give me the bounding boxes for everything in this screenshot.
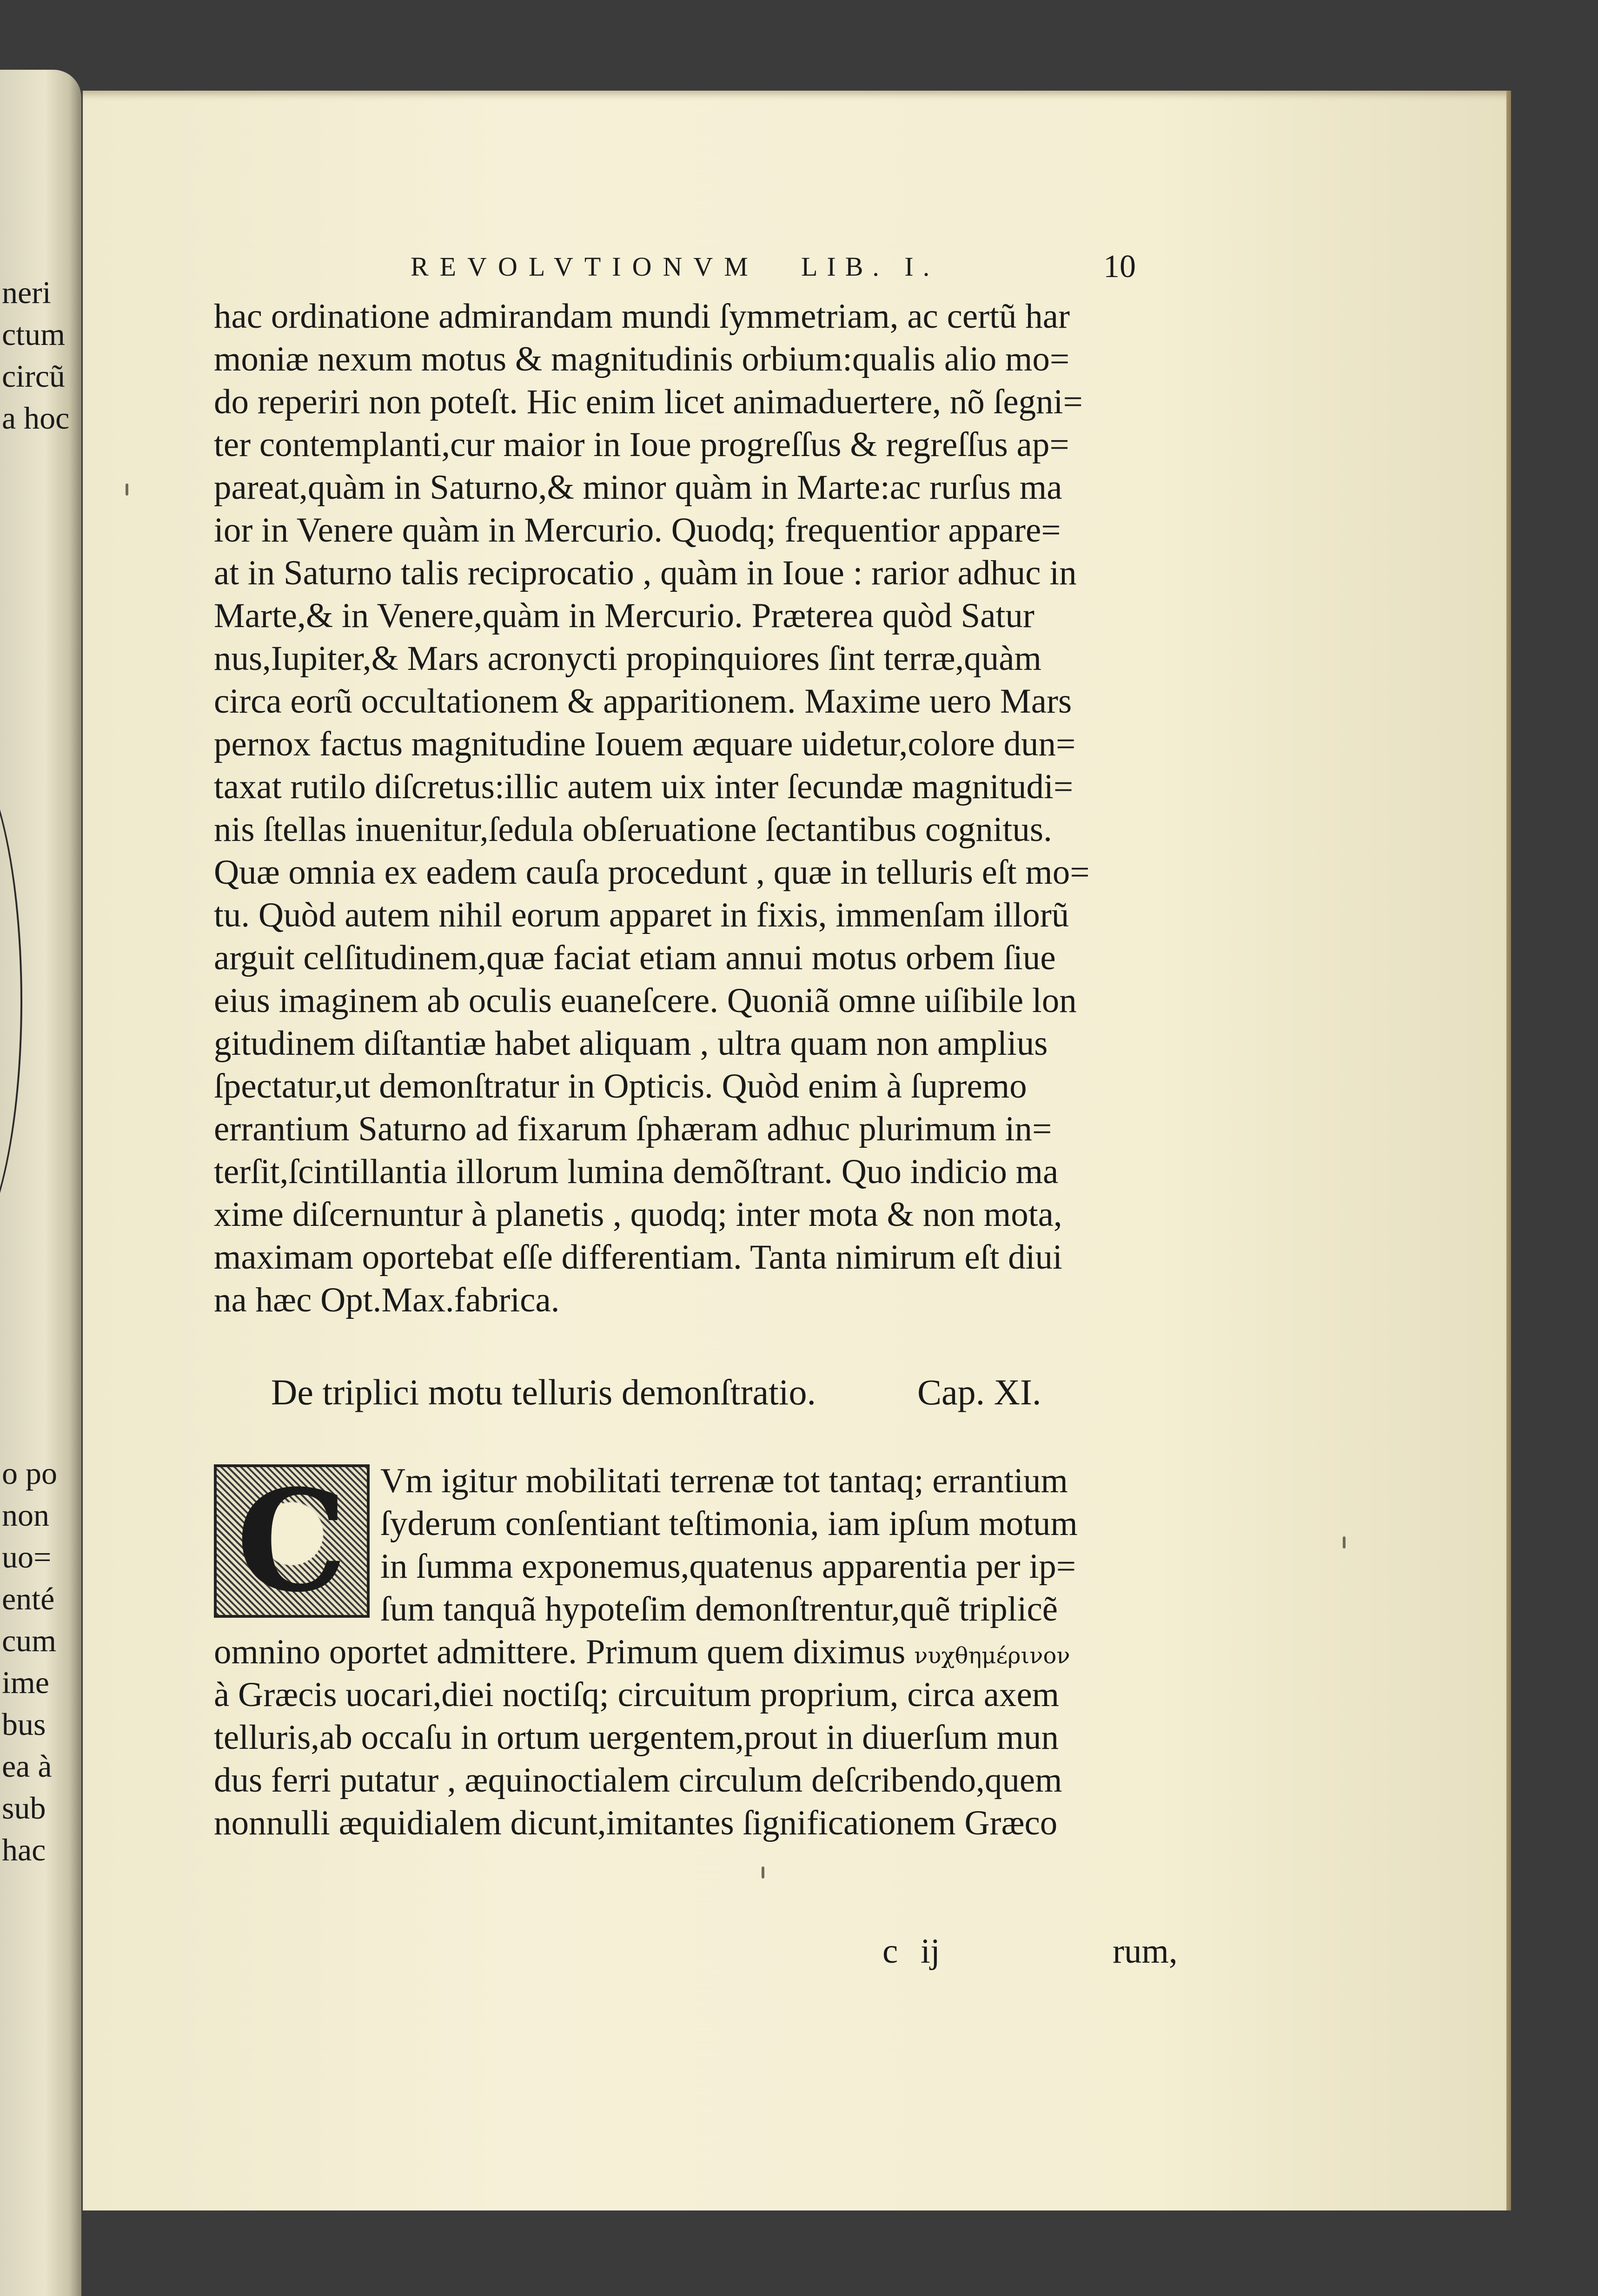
paragraph-2-full bbox=[214, 1631, 1283, 1845]
paper-speck bbox=[762, 1866, 764, 1879]
text-line: tu. Quòd autem nihil eorum apparet in fixis, immenſam illorũ bbox=[214, 896, 1069, 934]
left-page-fragment: non bbox=[2, 1497, 49, 1533]
text-line: moniæ nexum motus & magnitudinis orbium:qualis alio mo= bbox=[214, 340, 1070, 378]
catchword: rum, bbox=[1113, 1932, 1178, 1971]
text-line: ior in Venere quàm in Mercurio. Quodq; frequentior appare= bbox=[214, 511, 1061, 549]
left-page-fragment: hac bbox=[2, 1832, 46, 1867]
running-title: REVOLVTIONVM bbox=[411, 251, 759, 282]
text-line: errantium Saturno ad fixarum ſphæram adhuc plurimum in= bbox=[214, 1110, 1052, 1148]
book-number: LIB. I. bbox=[801, 251, 939, 282]
decorated-initial bbox=[214, 1459, 370, 1623]
left-facing-page bbox=[0, 70, 81, 2296]
page-header bbox=[83, 251, 1506, 302]
text-line: at in Saturno talis reciprocatio , quàm in Ioue : rarior adhuc in bbox=[214, 554, 1077, 592]
left-page-fragment: ctum bbox=[2, 317, 65, 352]
text-line: Quæ omnia ex eadem cauſa procedunt , quæ in telluris eſt mo= bbox=[214, 853, 1090, 892]
text-line: circa eorũ occultationem & apparitionem. Maxime uero Mars bbox=[214, 682, 1072, 721]
left-page-fragment: bus bbox=[2, 1707, 46, 1742]
left-page-fragment: circũ bbox=[2, 358, 65, 394]
left-page-fragment: uo= bbox=[2, 1539, 52, 1575]
paper-speck bbox=[1343, 1536, 1346, 1548]
text-line: nonnulli æquidialem dicunt,imitantes ſignificationem Græco bbox=[214, 1804, 1058, 1842]
chapter-heading bbox=[271, 1371, 1201, 1423]
greek-word: νυχθημέρινον bbox=[914, 1643, 1070, 1669]
text-line: Vm igitur mobilitati terrenæ tot tantaq; errantium bbox=[380, 1462, 1068, 1500]
text-line: maximam oportebat eſſe differentiam. Tanta nimirum eſt diui bbox=[214, 1238, 1062, 1277]
left-page-fragment: o po bbox=[2, 1456, 57, 1491]
diagram-arc bbox=[0, 744, 22, 1259]
text-line: na hæc Opt.Max.fabrica. bbox=[214, 1281, 560, 1319]
text-line: xime diſcernuntur à planetis , quodq; inter mota & non mota, bbox=[214, 1195, 1062, 1234]
left-page-fragment: sub bbox=[2, 1790, 46, 1826]
text-line: ſum tanquã hypoteſim demonſtrentur,quẽ triplicẽ bbox=[380, 1590, 1058, 1628]
left-page-fragment: cum bbox=[2, 1623, 57, 1658]
chapter-number: Cap. XI. bbox=[917, 1372, 1041, 1412]
chapter-title: De triplici motu telluris demonſtratio. bbox=[271, 1372, 816, 1412]
latin-text: omnino oportet admittere. Primum quem diximus bbox=[214, 1633, 915, 1671]
initial-letter: C bbox=[236, 1459, 347, 1623]
text-line: do reperiri non poteſt. Hic enim licet animaduertere, nõ ſegni= bbox=[214, 383, 1083, 421]
text-line: ter contemplanti,cur maior in Ioue progreſſus & regreſſus ap= bbox=[214, 425, 1069, 464]
text-line: hac ordinatione admirandam mundi ſymmetriam, ac certũ har bbox=[214, 297, 1070, 336]
text-line: taxat rutilo diſcretus:illic autem uix inter ſecundæ magnitudi= bbox=[214, 768, 1074, 806]
left-page-fragment: a hoc bbox=[2, 400, 70, 436]
text-line: ſpectatur,ut demonſtratur in Opticis. Quòd enim à ſupremo bbox=[214, 1067, 1027, 1105]
text-line: arguit celſitudinem,quæ faciat etiam annui motus orbem ſiue bbox=[214, 939, 1056, 977]
book-page bbox=[83, 91, 1506, 2210]
left-page-fragment: enté bbox=[2, 1581, 55, 1616]
text-line: terſit,ſcintillantia illorum lumina demõſtrant. Quo indicio ma bbox=[214, 1152, 1059, 1191]
text-line: pareat,quàm in Saturno,& minor quàm in Marte:ac rurſus ma bbox=[214, 468, 1062, 507]
text-line: ſyderum conſentiant teſtimonia, iam ipſum motum bbox=[380, 1504, 1078, 1543]
text-line: telluris,ab occaſu in ortum uergentem,prout in diuerſum mun bbox=[214, 1718, 1059, 1757]
folio-number: 10 bbox=[1103, 249, 1136, 285]
text-line: gitudinem diſtantiæ habet aliquam , ultra quam non amplius bbox=[214, 1024, 1048, 1063]
signature-mark: c ij bbox=[882, 1932, 940, 1971]
left-page-fragment: neri bbox=[2, 275, 51, 310]
text-line: nus,Iupiter,& Mars acronycti propinquiores ſint terræ,quàm bbox=[214, 639, 1041, 678]
text-line: à Græcis uocari,diei noctiſq; circuitum proprium, circa axem bbox=[214, 1675, 1060, 1714]
paper-speck bbox=[126, 483, 128, 496]
paragraph-2-indented bbox=[380, 1460, 1301, 1631]
left-page-fragment: ea à bbox=[2, 1748, 52, 1784]
page-footer bbox=[83, 1932, 1506, 1983]
text-line: pernox factus magnitudine Iouem æquare uidetur,colore dun= bbox=[214, 725, 1076, 763]
text-line: dus ferri putatur , æquinoctialem circulum deſcribendo,quem bbox=[214, 1761, 1062, 1800]
text-line: nis ſtellas inuenitur,ſedula obſeruatione ſectantibus cognitus. bbox=[214, 810, 1052, 849]
left-page-fragment: ime bbox=[2, 1665, 49, 1700]
text-line bbox=[214, 1631, 1283, 1674]
paragraph-1 bbox=[214, 295, 1283, 1322]
text-line: Marte,& in Venere,quàm in Mercurio. Præterea quòd Satur bbox=[214, 596, 1034, 635]
text-line: eius imaginem ab oculis euaneſcere. Quoniã omne uiſibile lon bbox=[214, 981, 1077, 1020]
text-line: in ſumma exponemus,quatenus apparentia per ip= bbox=[380, 1547, 1076, 1586]
